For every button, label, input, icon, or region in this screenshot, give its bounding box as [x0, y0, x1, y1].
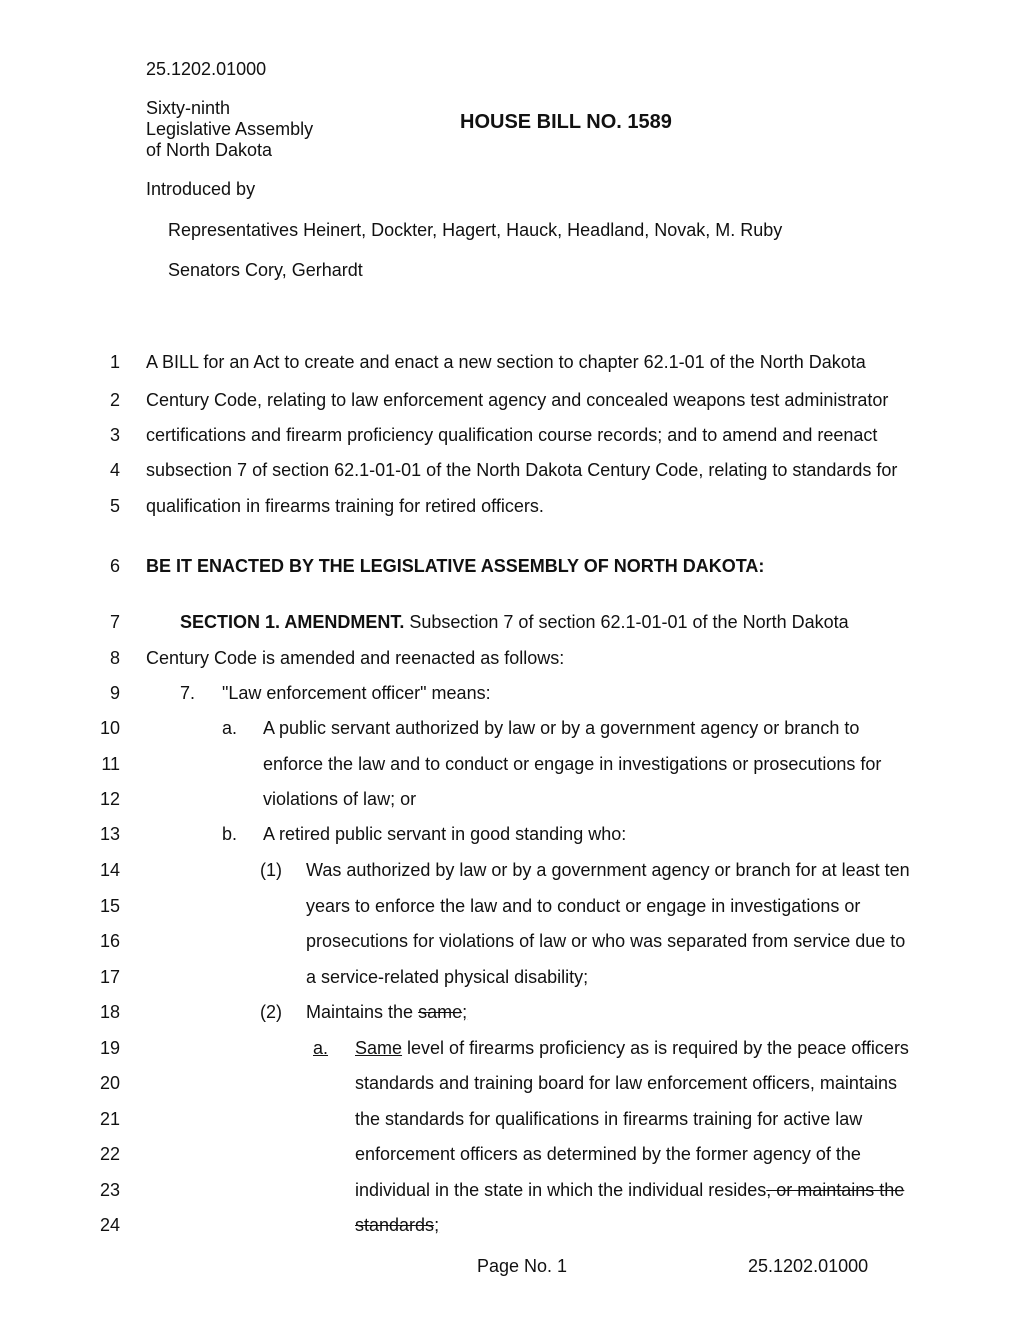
text-segment: Maintains the — [306, 1002, 419, 1022]
text-segment: enforce the law and to conduct or engage in investigations or prosecutions for — [263, 754, 882, 774]
line-number: 14 — [99, 860, 120, 880]
text-segment: subsection 7 of section 62.1-01-01 of the North Dakota Century Code, relating to standards for — [146, 460, 898, 480]
line-number: 3 — [109, 425, 120, 445]
struck-text: same — [418, 1002, 463, 1022]
line-text — [180, 612, 849, 633]
bill-line — [0, 896, 1024, 932]
bill-line — [0, 460, 1024, 496]
inserted-text: ; — [462, 1002, 468, 1022]
bill-line — [0, 390, 1024, 426]
text-segment: qualification in firearms training for retired officers. — [146, 496, 544, 516]
text-segment: violations of law; or — [263, 789, 417, 809]
text-segment: Was authorized by law or by a government agency or branch for at least ten — [306, 860, 910, 880]
bill-line — [0, 496, 1024, 532]
sponsors-senators: Senators Cory, Gerhardt — [168, 260, 363, 280]
bill-line — [0, 824, 1024, 860]
line-text — [263, 718, 859, 739]
line-text — [306, 967, 588, 988]
line-text — [263, 824, 626, 845]
text-segment: BE IT ENACTED BY THE LEGISLATIVE ASSEMBLY OF NORTH DAKOTA: — [146, 556, 765, 576]
bill-line — [0, 1038, 1024, 1074]
text-segment: years to enforce the law and to conduct or engage in investigations or — [306, 896, 861, 916]
text-segment: Subsection 7 of section 62.1-01-01 of the North Dakota — [404, 612, 849, 632]
bill-line — [0, 683, 1024, 719]
line-text — [355, 1109, 862, 1130]
line-number: 9 — [109, 683, 120, 703]
line-text — [263, 789, 416, 810]
line-number: 19 — [99, 1038, 120, 1058]
line-text — [355, 1073, 897, 1094]
line-text — [355, 1144, 861, 1165]
line-number: 11 — [101, 754, 120, 774]
inserted-text: ; — [434, 1215, 440, 1235]
introduced-by-label: Introduced by — [146, 179, 256, 199]
text-segment: SECTION 1. AMENDMENT. — [180, 612, 405, 632]
text-segment: A BILL for an Act to create and enact a new section to chapter 62.1-01 of the North Dakota — [146, 352, 866, 372]
bill-line — [0, 648, 1024, 684]
line-text — [306, 931, 905, 952]
bill-line — [0, 967, 1024, 1003]
line-text — [146, 556, 764, 577]
line-text — [306, 896, 860, 917]
text-segment: Century Code is amended and reenacted as follows: — [146, 648, 565, 668]
text-segment: prosecutions for violations of law or who was separated from service due to — [306, 931, 906, 951]
text-segment: certifications and firearm proficiency qualification course records; and to amend and reenact — [146, 425, 878, 445]
line-number: 21 — [99, 1109, 120, 1129]
bill-line — [0, 931, 1024, 967]
text-segment: individual in the state in which the individual resides — [355, 1180, 767, 1200]
line-number: 17 — [99, 967, 120, 987]
bill-line — [0, 1215, 1024, 1251]
text-segment: enforcement officers as determined by the former agency of the — [355, 1144, 861, 1164]
struck-text: , or maintains the — [766, 1180, 905, 1200]
list-marker: (2) — [260, 1002, 282, 1022]
list-marker: a. — [313, 1038, 329, 1058]
list-marker: a. — [222, 718, 238, 738]
line-number: 4 — [109, 460, 120, 480]
line-number: 1 — [109, 352, 120, 372]
bill-line — [0, 1180, 1024, 1216]
line-number: 18 — [99, 1002, 120, 1022]
text-segment: Century Code, relating to law enforcement agency and concealed weapons test administrator — [146, 390, 889, 410]
line-text — [306, 1002, 467, 1023]
sponsors-representatives: Representatives Heinert, Dockter, Hagert, Hauck, Headland, Novak, M. Ruby — [168, 220, 783, 240]
bill-line — [0, 1144, 1024, 1180]
line-number: 2 — [109, 390, 120, 410]
line-text — [146, 648, 564, 669]
line-number: 15 — [99, 896, 120, 916]
line-text — [263, 754, 881, 775]
line-number: 13 — [99, 824, 120, 844]
bill-line — [0, 1073, 1024, 1109]
line-number: 6 — [109, 556, 120, 576]
line-number: 20 — [99, 1073, 120, 1093]
bill-line — [0, 425, 1024, 461]
line-text — [146, 460, 897, 481]
text-segment: standards and training board for law enforcement officers, maintains — [355, 1073, 897, 1093]
line-number: 5 — [109, 496, 120, 516]
line-text — [306, 860, 910, 881]
line-text — [146, 352, 866, 373]
line-number: 24 — [99, 1215, 120, 1235]
assembly-line-3: of North Dakota — [146, 140, 273, 160]
line-number: 16 — [99, 931, 120, 951]
text-segment: the standards for qualifications in firearms training for active law — [355, 1109, 863, 1129]
line-number: 10 — [99, 718, 120, 738]
list-marker: b. — [222, 824, 238, 844]
line-number: 22 — [99, 1144, 120, 1164]
line-number: 7 — [109, 612, 120, 632]
line-text — [146, 390, 888, 411]
bill-line — [0, 1002, 1024, 1038]
line-text — [355, 1215, 439, 1236]
struck-text: standards — [355, 1215, 435, 1235]
line-text — [355, 1038, 909, 1059]
line-number: 23 — [99, 1180, 120, 1200]
text-segment: A retired public servant in good standing who: — [263, 824, 627, 844]
inserted-text: Same — [355, 1038, 403, 1058]
bill-line — [0, 860, 1024, 896]
line-text — [222, 683, 491, 704]
footer-document-number: 25.1202.01000 — [748, 1256, 869, 1276]
bill-title: HOUSE BILL NO. 1589 — [460, 111, 672, 133]
bill-line — [0, 789, 1024, 825]
text-segment: A public servant authorized by law or by a government agency or branch to — [263, 718, 860, 738]
document-number: 25.1202.01000 — [146, 59, 267, 79]
assembly-line-2: Legislative Assembly — [146, 119, 314, 139]
bill-line — [0, 1109, 1024, 1145]
line-text — [146, 496, 544, 517]
bill-line — [0, 718, 1024, 754]
bill-line — [0, 612, 1024, 648]
bill-line — [0, 754, 1024, 790]
text-segment: "Law enforcement officer" means: — [222, 683, 491, 703]
page-number: Page No. 1 — [477, 1256, 568, 1276]
assembly-line-1: Sixty-ninth — [146, 98, 231, 118]
line-number: 8 — [109, 648, 120, 668]
bill-line — [0, 556, 1024, 592]
list-marker: (1) — [260, 860, 282, 880]
list-marker: 7. — [180, 683, 196, 703]
line-number: 12 — [99, 789, 120, 809]
bill-line — [0, 352, 1024, 388]
line-text — [146, 425, 877, 446]
text-segment: level of firearms proficiency as is required by the peace officers — [402, 1038, 909, 1058]
text-segment: a service-related physical disability; — [306, 967, 589, 987]
line-text — [355, 1180, 904, 1201]
